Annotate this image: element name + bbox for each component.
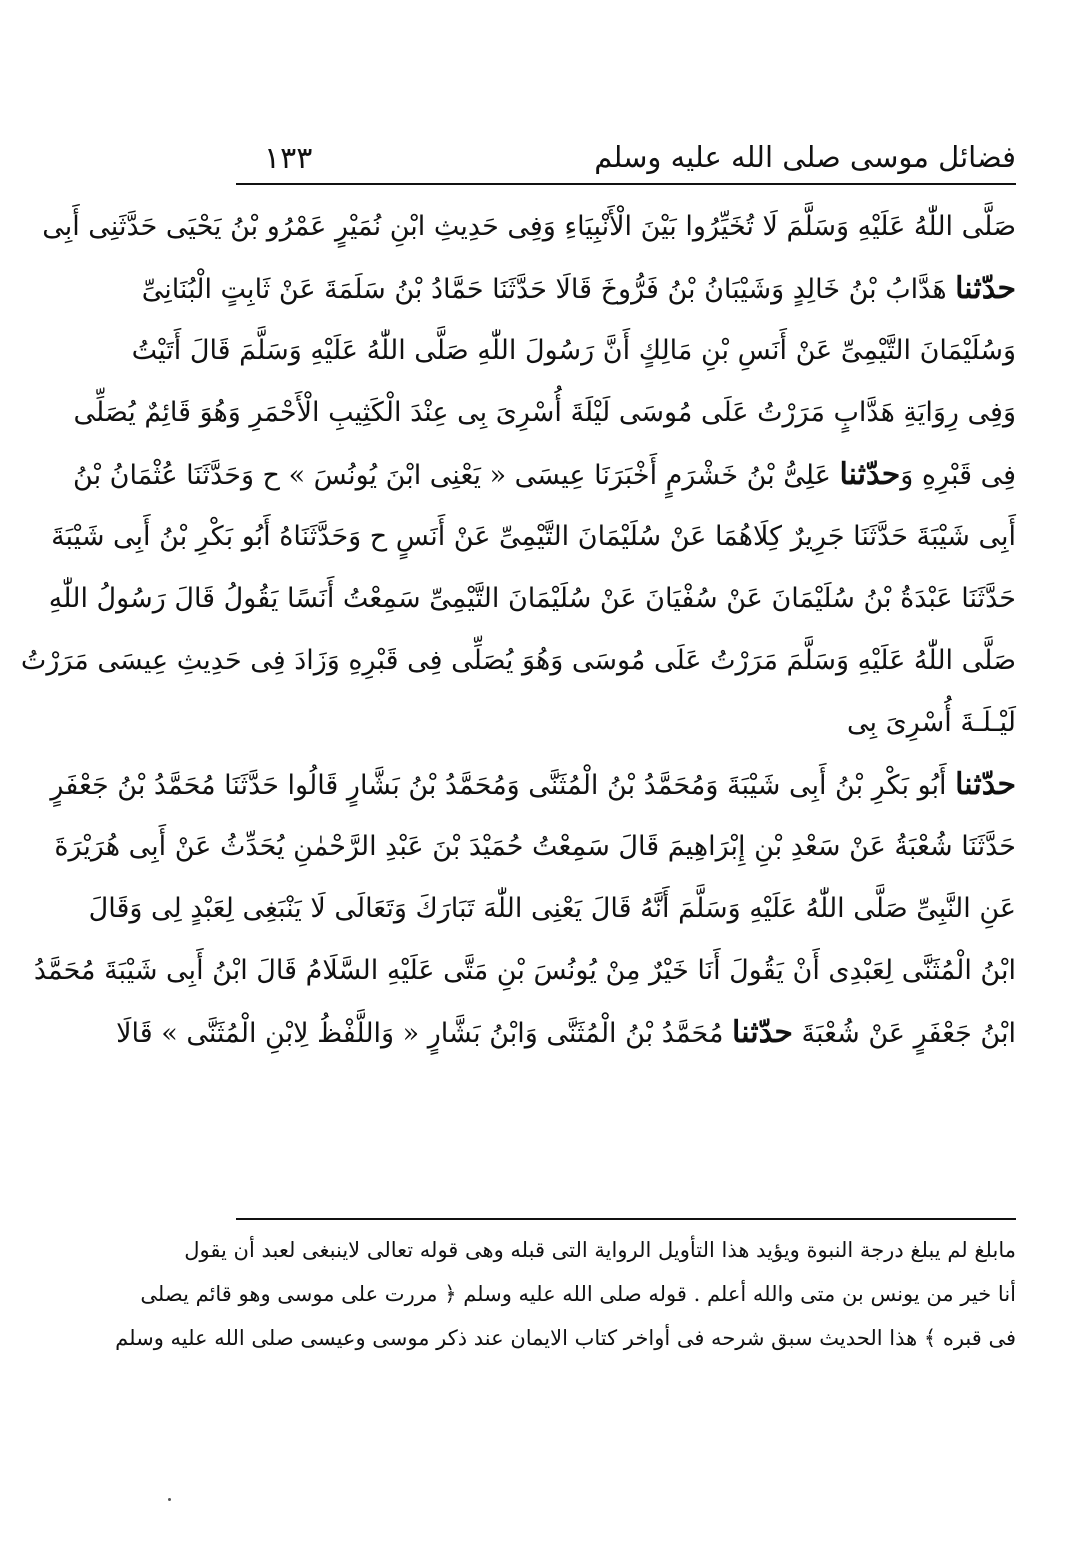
text-line [131, 320, 1016, 382]
text-line [33, 940, 1016, 1002]
text-line [236, 692, 1016, 754]
text-segment: ابْنُ الْمُثَنَّى لِعَبْدِى أَنْ يَقُولَ أَنَا خَيْرٌ مِنْ يُونُسَ بْنِ مَتَّى عَلَيْهِ السَّلَامُ قَالَ ابْنُ أَبِى شَيْبَةَ مُحَمَّدُ [33, 955, 1016, 986]
page-header [236, 135, 1016, 185]
haddathana-keyword: حدّثنا [732, 1015, 793, 1050]
footnote-line: مابلغ لم يبلغ درجة النبوة ويؤيد هذا التأويل الرواية التى قبله وهى قوله تعالى لاينبغى لعبد أن يقول [184, 1238, 1016, 1262]
haddathana-keyword: حدّثنا [839, 457, 901, 492]
text-segment: هَدَّابُ بْنُ خَالِدٍ وَشَيْبَانُ بْنُ فَرُّوخَ قَالَا حَدَّثَنَا حَمَّادُ بْنُ سَلَمَةَ عَنْ ثَابِتٍ الْبُنَانِىِّ [141, 274, 956, 305]
haddathana-keyword: حدّثنا [955, 271, 1016, 306]
text-line [116, 1002, 1016, 1064]
text-line [42, 196, 1016, 258]
text-segment: وَفِى رِوَايَةِ هَدَّابٍ مَرَرْتُ عَلَى مُوسَى لَيْلَةَ أُسْرِىَ بِى عِنْدَ الْكَثِيبِ الْأَحْمَرِ وَهُوَ قَائِمٌ يُصَلِّى [73, 397, 1016, 428]
text-line [73, 444, 1016, 506]
text-segment: صَلَّى اللّٰهُ عَلَيْهِ وَسَلَّمَ لَا تُخَيِّرُوا بَيْنَ الْأَنْبِيَاءِ وَفِى حَدِيثِ ابْنِ نُمَيْرٍ عَمْرُو بْنُ يَحْيَى حَدَّثَنِى أَبِى [42, 211, 1016, 242]
text-segment: عَنِ النَّبِىِّ صَلَّى اللّٰهُ عَلَيْهِ وَسَلَّمَ أَنَّهُ قَالَ يَعْنِى اللّٰهَ تَبَارَكَ وَتَعَالَى لَا يَنْبَغِى لِعَبْدٍ لِى وَقَالَ [88, 893, 1016, 924]
footnote-line: أنا خير من يونس بن متى والله أعلم . قوله صلى الله عليه وسلم ﴿ مررت على موسى وهو قائم يصلى [140, 1282, 1016, 1306]
footnote-rule [236, 1218, 1016, 1220]
text-line [48, 568, 1016, 630]
text-line [54, 816, 1016, 878]
text-segment: ابْنُ جَعْفَرٍ عَنْ شُعْبَةَ [792, 1018, 1016, 1049]
text-segment: حَدَّثَنَا عَبْدَةُ بْنُ سُلَيْمَانَ عَنْ سُفْيَانَ عَنْ سُلَيْمَانَ التَّيْمِىِّ سَمِعْتُ أَنَسًا يَقُولُ قَالَ رَسُولُ اللّٰهِ [48, 583, 1016, 614]
running-title: فضائل موسى صلى الله عليه وسلم [594, 140, 1016, 174]
text-line [51, 506, 1016, 568]
text-segment: صَلَّى اللّٰهُ عَلَيْهِ وَسَلَّمَ مَرَرْتُ عَلَى مُوسَى وَهُوَ يُصَلِّى فِى قَبْرِهِ وَزَادَ فِى حَدِيثِ عِيسَى مَرَرْتُ [20, 645, 1016, 676]
text-segment: وَسُلَيْمَانَ التَّيْمِىِّ عَنْ أَنَسِ بْنِ مَالِكٍ أَنَّ رَسُولَ اللّٰهِ صَلَّى اللّٰهُ عَلَيْهِ وَسَلَّمَ قَالَ أَتَيْتُ [131, 335, 1016, 366]
text-segment: حَدَّثَنَا شُعْبَةُ عَنْ سَعْدِ بْنِ إِبْرَاهِيمَ قَالَ سَمِعْتُ حُمَيْدَ بْنَ عَبْدِ الرَّحْمٰنِ يُحَدِّثُ عَنْ أَبِى هُرَيْرَةَ [54, 831, 1016, 862]
text-segment: لَيْـلَـةَ أُسْرِىَ بِى [847, 707, 1016, 738]
hadith-text-body [20, 196, 1016, 1064]
paper-speck [168, 1498, 171, 1501]
text-line [141, 258, 1016, 320]
footnote-line: فى قبره ﴾ هذا الحديث سبق شرحه فى أواخر كتاب الايمان عند ذكر موسى وعيسى صلى الله عليه وسلم [115, 1326, 1016, 1350]
text-line [50, 754, 1016, 816]
text-segment: أَبُو بَكْرِ بْنُ أَبِى شَيْبَةَ وَمُحَمَّدُ بْنُ الْمُثَنَّى وَمُحَمَّدُ بْنُ بَشَّارٍ قَالُوا حَدَّثَنَا مُحَمَّدُ بْنُ جَعْفَرٍ [50, 770, 956, 801]
haddathana-keyword: حدّثنا [955, 767, 1016, 802]
text-line [73, 382, 1016, 444]
text-segment: أَبِى شَيْبَةَ حَدَّثَنَا جَرِيرٌ كِلَاهُمَا عَنْ سُلَيْمَانَ التَّيْمِىِّ عَنْ أَنَسٍ ح وَحَدَّثَنَاهُ أَبُو بَكْرِ بْنُ أَبِى شَيْبَةَ [51, 521, 1016, 552]
header-rule [236, 183, 1016, 185]
text-line [20, 630, 1016, 692]
page-number: ١٣٣ [264, 141, 313, 176]
text-line [88, 878, 1016, 940]
text-segment: فِى قَبْرِهِ وَ [900, 460, 1016, 491]
commentary-footnotes [115, 1228, 1016, 1360]
text-segment: مُحَمَّدُ بْنُ الْمُثَنَّى وَابْنُ بَشَّارٍ « وَاللَّفْظُ لِابْنِ الْمُثَنَّى » قَالَا [116, 1018, 733, 1049]
text-segment: عَلِىُّ بْنُ خَشْرَمٍ أَخْبَرَنَا عِيسَى « يَعْنِى ابْنَ يُونُسَ » ح وَحَدَّثَنَا عُثْمَانُ بْنُ [73, 460, 840, 491]
